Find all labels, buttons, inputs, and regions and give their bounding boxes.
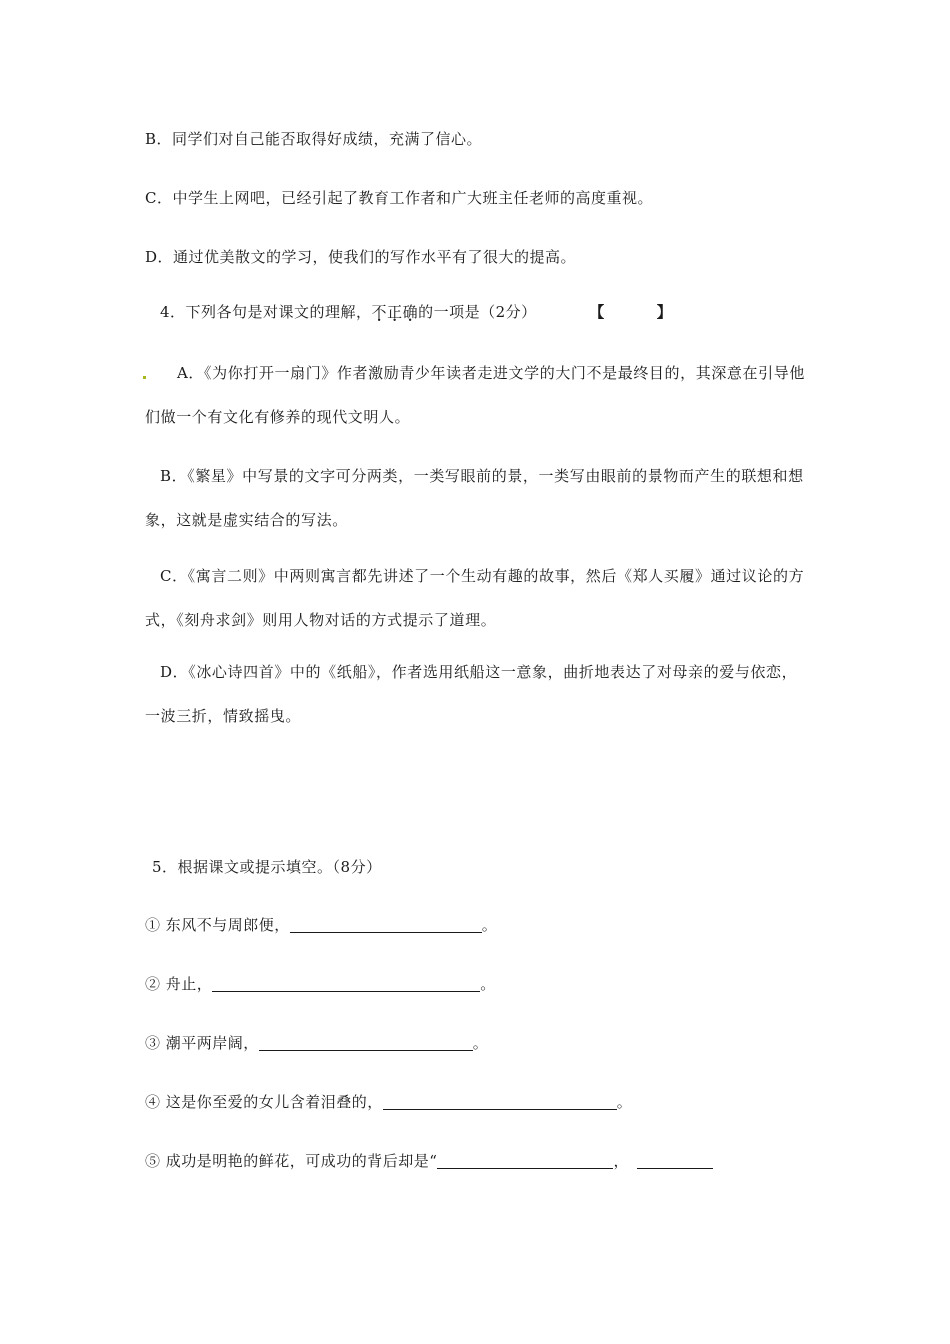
q3-option-b: B．同学们对自己能否取得好成绩，充满了信心。 — [145, 130, 483, 148]
fill-item-3: ③ 潮平两岸阔， 。 — [145, 1034, 489, 1052]
fill-item-1: ① 东风不与周郎便， 。 — [145, 916, 498, 934]
q4-question — [160, 301, 672, 322]
q4-option-b: B．《繁星》中写景的文字可分两类，一类写眼前的景，一类写由眼前的景物而产生的联想和想象，这就是虚实结合的写法。 — [145, 467, 804, 529]
fill-blank[interactable] — [212, 975, 480, 992]
fill-blank[interactable] — [437, 1152, 613, 1169]
answer-bracket-close: 】 — [656, 303, 673, 321]
q3-option-c: C．中学生上网吧，已经引起了教育工作者和广大班主任老师的高度重视。 — [145, 189, 653, 207]
q4-option-c: C．《寓言二则》中两则寓言都先讲述了一个生动有趣的故事，然后《郑人买履》通过议论的方式，《刻舟求剑》则用人物对话的方式提示了道理。 — [145, 567, 805, 629]
fill-item-4: ④ 这是你至爱的女儿含着泪叠的， 。 — [145, 1093, 633, 1111]
fill-blank[interactable] — [259, 1034, 473, 1051]
q4-prefix: 4．下列各句是对课文的理解， — [160, 303, 372, 321]
fill-blank[interactable] — [637, 1152, 713, 1169]
fill-blank[interactable] — [290, 916, 482, 933]
fill-item-2: ② 舟止， 。 — [145, 975, 496, 993]
answer-bracket-open: 【 — [589, 303, 605, 321]
fill-item-5: ⑤ 成功是明艳的鲜花，可成功的背后却是“ ， — [145, 1150, 713, 1171]
emphasis-char: 不 — [371, 303, 388, 321]
fill-blank[interactable] — [383, 1093, 617, 1110]
q3-option-d: D．通过优美散文的学习，使我们的写作水平有了很大的提高。 — [145, 248, 577, 266]
q5-title: 5．根据课文或提示填空。（8分） — [152, 858, 382, 876]
emphasis-char: 正 — [387, 303, 403, 321]
q4-option-a: A．《为你打开一扇门》作者激励青少年读者走进文学的大门不是最终目的，其深意在引导他们做一个有文化有修养的现代文明人。 — [145, 364, 805, 426]
q4-suffix: 的一项是（2分） — [418, 303, 537, 321]
emphasis-char: 确 — [402, 303, 419, 321]
q4-option-d: D．《冰心诗四首》中的《纸船》，作者选用纸船这一意象，曲折地表达了对母亲的爱与依恋，一波三折，情致摇曳。 — [145, 663, 798, 725]
